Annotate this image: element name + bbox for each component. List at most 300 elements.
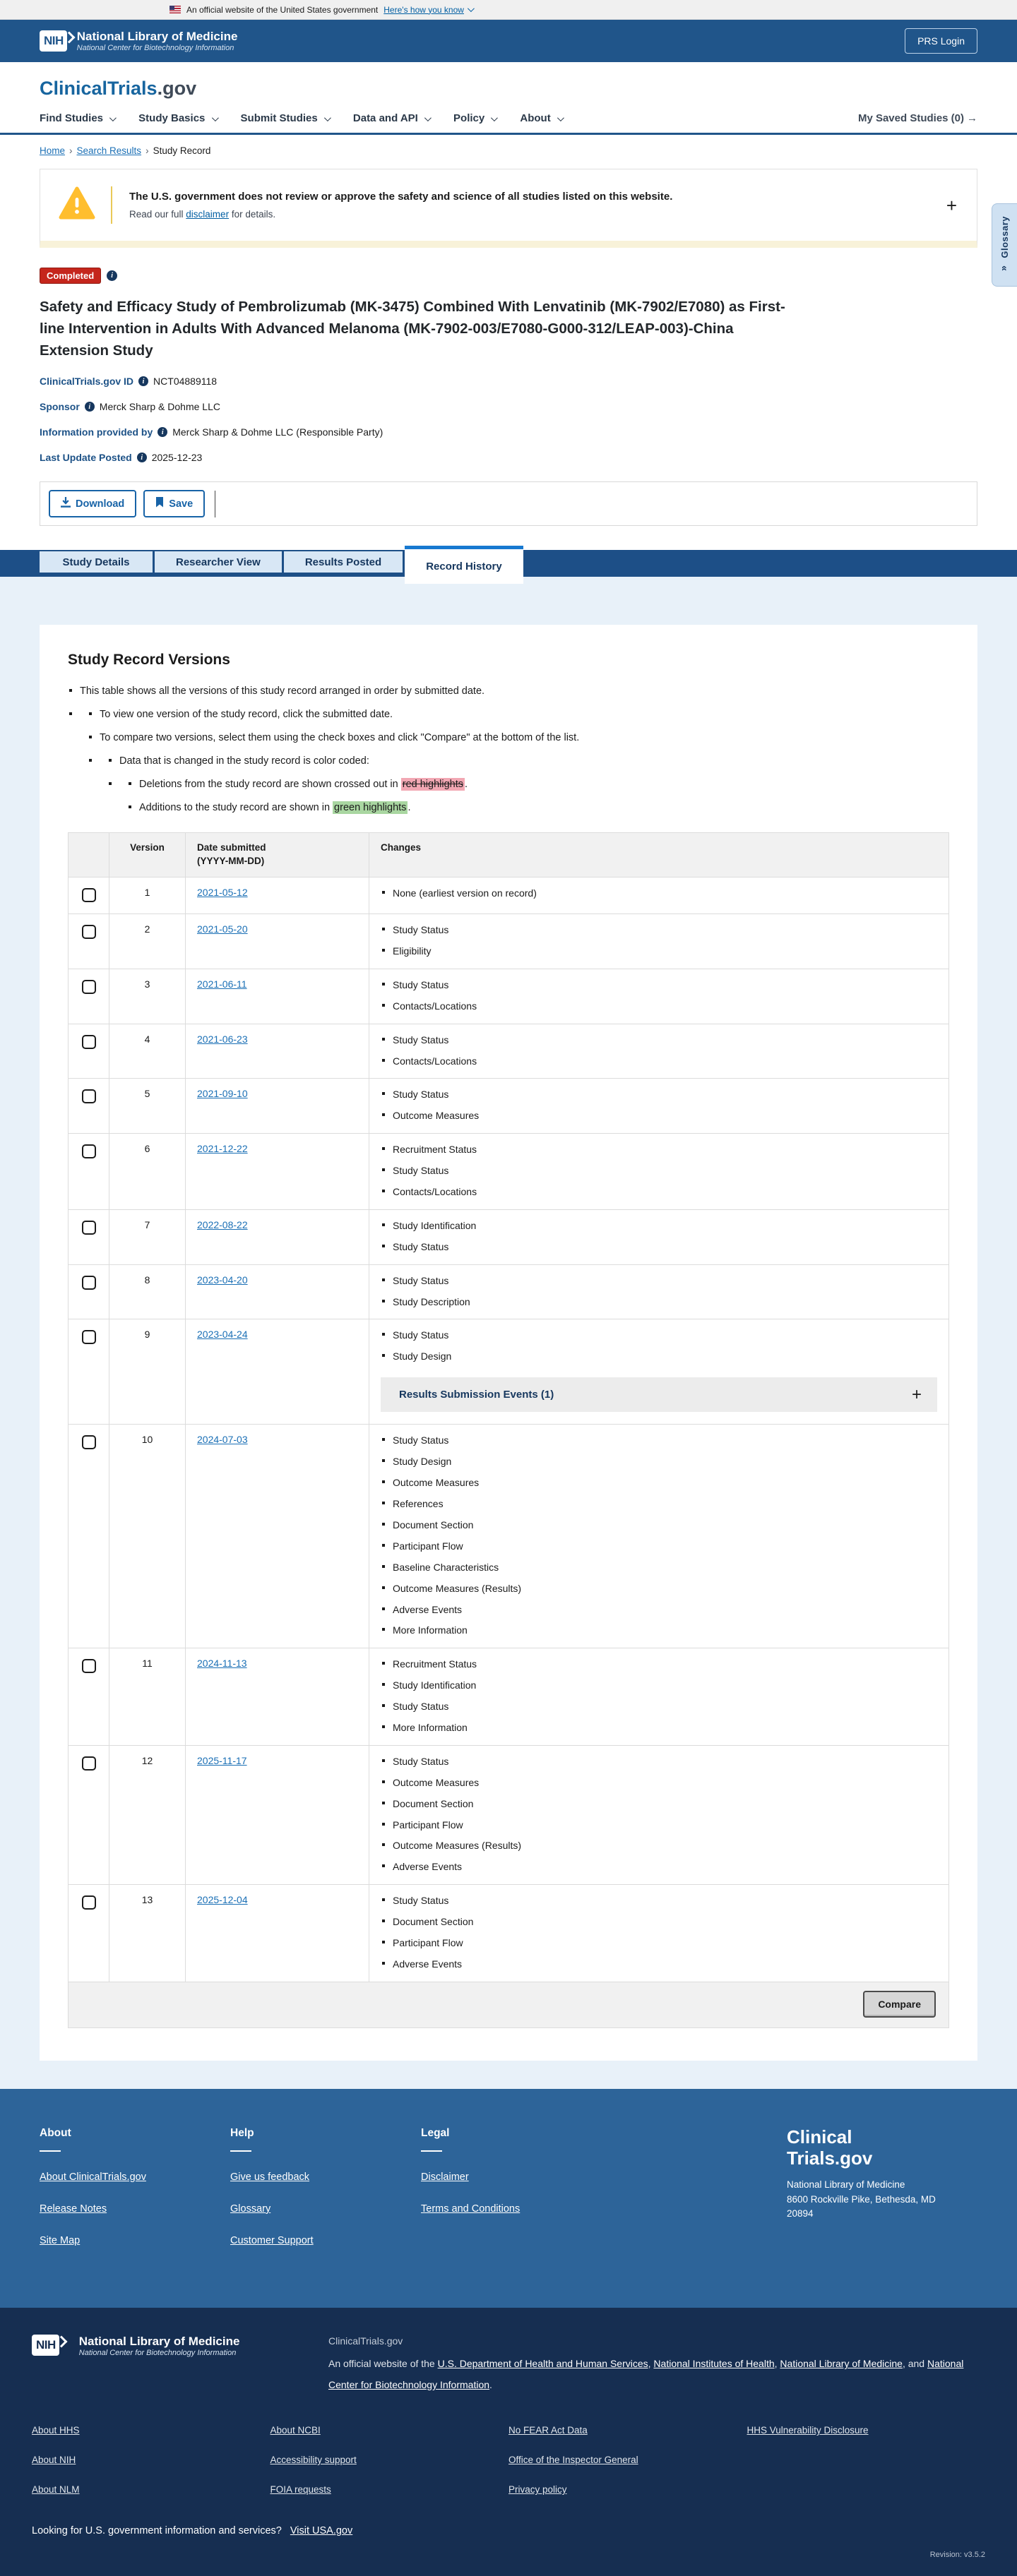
- checkbox-cell: [69, 1024, 109, 1079]
- address-line: 8600 Rockville Pike, Bethesda, MD: [787, 2193, 936, 2205]
- versions-intro: [68, 684, 949, 815]
- version-cell: 9: [109, 1319, 186, 1425]
- footer-official-text: [328, 2335, 985, 2395]
- official-link-3[interactable]: National Center for Biotechnology Information: [328, 2358, 964, 2390]
- change-item: Study Status: [381, 1700, 937, 1713]
- versions-table: [68, 832, 949, 2027]
- official-link-2[interactable]: National Library of Medicine: [780, 2358, 903, 2370]
- version-cell: 12: [109, 1745, 186, 1884]
- change-item: Study Status: [381, 1240, 937, 1254]
- information-provided-row: [40, 426, 977, 438]
- footer-column-legal: [421, 2127, 661, 2267]
- change-item: Participant Flow: [381, 1936, 937, 1950]
- expand-plus-icon[interactable]: +: [946, 194, 957, 216]
- study-header: [0, 248, 1017, 463]
- change-item: Adverse Events: [381, 1860, 937, 1874]
- footer-link-about-ncbi[interactable]: About NCBI: [270, 2425, 321, 2436]
- logo-main: ClinicalTrials: [40, 78, 157, 99]
- footer-logo-block: [787, 2127, 977, 2267]
- government-disclaimer-banner: [40, 169, 977, 248]
- nav-list: [40, 112, 586, 124]
- date-header-line2: (YYYY-MM-DD): [197, 856, 265, 867]
- version-column-header: Version: [109, 833, 186, 877]
- version-checkbox[interactable]: [82, 1435, 96, 1449]
- arrow-right-icon: →: [967, 112, 977, 124]
- disclaimer-link[interactable]: disclaimer: [186, 209, 230, 220]
- nct-id-row: [40, 376, 977, 387]
- changes-cell: [369, 1885, 949, 1982]
- changes-list: [381, 1143, 937, 1199]
- version-cell: 5: [109, 1079, 186, 1134]
- version-cell: 4: [109, 1024, 186, 1079]
- change-item: More Information: [381, 1721, 937, 1735]
- footer-link-about-nlm[interactable]: About NLM: [32, 2484, 80, 2496]
- change-item: Adverse Events: [381, 1958, 937, 1971]
- heading-underline: [421, 2150, 442, 2152]
- changes-list: [381, 978, 937, 1013]
- chevron-down-icon: [491, 114, 498, 121]
- footer-column-heading: Legal: [421, 2126, 450, 2139]
- breadcrumb: [0, 135, 1017, 164]
- version-checkbox[interactable]: [82, 1035, 96, 1049]
- version-checkbox[interactable]: [82, 925, 96, 939]
- date-submitted-link[interactable]: 2024-11-13: [197, 1658, 247, 1670]
- footer-link-accessibility-support[interactable]: Accessibility support: [270, 2455, 357, 2466]
- table-header-row: [69, 833, 949, 877]
- breadcrumb-search-results-link[interactable]: Search Results: [76, 145, 142, 156]
- date-header-line1: Date submitted: [197, 842, 266, 853]
- chevron-down-icon: [324, 114, 331, 121]
- version-checkbox[interactable]: [82, 888, 96, 902]
- save-button[interactable]: [143, 490, 205, 517]
- version-checkbox[interactable]: [82, 1221, 96, 1235]
- intro-nest: [107, 777, 949, 815]
- date-submitted-link[interactable]: 2025-12-04: [197, 1894, 248, 1906]
- version-cell: 6: [109, 1134, 186, 1210]
- sponsor-label: Sponsor: [40, 401, 80, 413]
- change-item: Study Status: [381, 1274, 937, 1288]
- change-item: References: [381, 1497, 937, 1511]
- changes-cell: [369, 969, 949, 1024]
- checkbox-cell: [69, 1134, 109, 1210]
- checkbox-cell: [69, 1079, 109, 1134]
- heres-how-you-know-link[interactable]: Here's how you know: [383, 4, 464, 15]
- version-cell: 11: [109, 1648, 186, 1746]
- change-item: Outcome Measures: [381, 1109, 937, 1122]
- intro-bullet: To view one version of the study record, click the submitted date.: [88, 707, 949, 722]
- official-sep: ,: [648, 2358, 654, 2370]
- download-label: Download: [76, 498, 125, 510]
- results-submission-events-label: Results Submission Events (1): [399, 1389, 554, 1401]
- save-label: Save: [169, 498, 194, 510]
- change-item: More Information: [381, 1624, 937, 1637]
- date-submitted-link[interactable]: 2021-05-12: [197, 887, 248, 899]
- footer-site-name: ClinicalTrials.gov: [328, 2335, 403, 2347]
- intro-bullet: Data that is changed in the study record is color coded:: [107, 754, 949, 769]
- footer-link-terms-and-conditions[interactable]: Terms and Conditions: [421, 2203, 521, 2215]
- heading-underline: [230, 2150, 251, 2152]
- last-update-row: [40, 452, 977, 463]
- date-submitted-link[interactable]: 2021-06-23: [197, 1033, 248, 1045]
- nlm-footer: [0, 2308, 1017, 2576]
- sponsor-value: Merck Sharp & Dohme LLC: [99, 401, 220, 413]
- nih-logo-icon: NIH: [40, 30, 67, 52]
- footer-link-hhs-vulnerability-disclosure[interactable]: HHS Vulnerability Disclosure: [747, 2425, 869, 2436]
- additions-suffix: .: [408, 802, 411, 814]
- date-cell: [186, 1024, 369, 1079]
- warning-title: The U.S. government does not review or approve the safety and science of all studies listed on this website.: [129, 191, 673, 203]
- change-item: Participant Flow: [381, 1819, 937, 1832]
- checkbox-cell: [69, 877, 109, 914]
- breadcrumb-current: Study Record: [153, 145, 211, 156]
- change-item: Document Section: [381, 1915, 937, 1929]
- download-icon: [61, 497, 71, 510]
- changes-list: [381, 1894, 937, 1971]
- footer-nlm-title: National Library of Medicine: [78, 2334, 240, 2348]
- info-icon[interactable]: i: [157, 427, 167, 437]
- footer-link-give-us-feedback[interactable]: Give us feedback: [230, 2171, 310, 2183]
- change-item: Study Status: [381, 1434, 937, 1447]
- date-submitted-link[interactable]: 2023-04-20: [197, 1274, 248, 1286]
- table-row-version-2: [69, 914, 949, 969]
- changes-list: [381, 1434, 937, 1637]
- warning-read-suffix: for details.: [229, 209, 276, 220]
- prs-login-button[interactable]: PRS Login: [905, 28, 977, 54]
- change-item: Study Identification: [381, 1679, 937, 1692]
- change-item: Recruitment Status: [381, 1658, 937, 1671]
- revision-label: Revision: v3.5.2: [929, 2551, 985, 2560]
- divider: [111, 186, 112, 224]
- green-highlight-sample: green highlights: [334, 802, 407, 814]
- change-item: Contacts/Locations: [381, 1185, 937, 1199]
- change-item: Study Status: [381, 1164, 937, 1178]
- nlm-header: [0, 20, 1017, 62]
- red-highlight-sample: red highlights: [402, 779, 463, 791]
- date-cell: [186, 1648, 369, 1746]
- version-checkbox[interactable]: [82, 1089, 96, 1103]
- changes-column-header: Changes: [369, 833, 949, 877]
- footer-grid-column: [747, 2425, 986, 2514]
- changes-list: [381, 1219, 937, 1254]
- footer-column-about: [40, 2127, 230, 2267]
- change-item: Contacts/Locations: [381, 1055, 937, 1068]
- usa-gov-row: [32, 2525, 985, 2536]
- official-and: and: [908, 2358, 927, 2370]
- changes-cell: [369, 1425, 949, 1648]
- changes-cell: [369, 1079, 949, 1134]
- checkbox-cell: [69, 969, 109, 1024]
- checkbox-cell: [69, 1745, 109, 1884]
- version-cell: 1: [109, 877, 186, 914]
- changes-cell: [369, 1319, 949, 1425]
- warning-read-prefix: Read our full: [129, 209, 186, 220]
- changes-cell: [369, 877, 949, 914]
- changes-list: [381, 1274, 937, 1309]
- nav-item-data-and-api[interactable]: Data and API: [353, 112, 429, 124]
- footer-link-about-nih[interactable]: About NIH: [32, 2455, 76, 2466]
- checkbox-column-header: [69, 833, 109, 877]
- chevron-down-icon: [109, 114, 117, 121]
- table-row-version-11: [69, 1648, 949, 1746]
- footer-grid-column: [32, 2425, 270, 2514]
- breadcrumb-separator: ›: [69, 145, 73, 156]
- clinicaltrials-logo[interactable]: [40, 78, 977, 100]
- change-item: Study Status: [381, 923, 937, 937]
- version-checkbox[interactable]: [82, 1330, 96, 1344]
- date-submitted-link[interactable]: 2022-08-22: [197, 1218, 248, 1230]
- change-item: Study Design: [381, 1455, 937, 1468]
- date-cell: [186, 1079, 369, 1134]
- date-submitted-link[interactable]: 2021-09-10: [197, 1088, 248, 1100]
- nav-item-policy[interactable]: Policy: [453, 112, 496, 124]
- bookmark-icon: [155, 497, 164, 510]
- date-submitted-link[interactable]: 2021-05-20: [197, 923, 248, 935]
- deletions-suffix: .: [464, 779, 468, 791]
- glossary-side-tab[interactable]: [992, 203, 1017, 287]
- study-title: Safety and Efficacy Study of Pembrolizumab (MK-3475) Combined With Lenvatinib (MK-7902/E7080) as First-line Intervention in Adults With Advanced Melanoma (MK-7902-003/E7080-G000-312/LEAP-003)-China Extension Study: [40, 299, 785, 359]
- version-checkbox[interactable]: [82, 1276, 96, 1290]
- date-submitted-link[interactable]: 2025-11-17: [197, 1754, 247, 1766]
- footer-column-heading: Help: [230, 2126, 254, 2139]
- changes-cell: [369, 914, 949, 969]
- expand-plus-icon: +: [911, 1385, 922, 1405]
- changes-list: [381, 1658, 937, 1735]
- footer-link-about-hhs[interactable]: About HHS: [32, 2425, 80, 2436]
- nav-item-about[interactable]: About: [520, 112, 561, 124]
- last-update-label: Last Update Posted: [40, 452, 132, 464]
- footer-link-no-fear-act-data[interactable]: No FEAR Act Data: [509, 2425, 588, 2436]
- version-cell: 13: [109, 1885, 186, 1982]
- information-provided-value: Merck Sharp & Dohme LLC (Responsible Party): [172, 426, 383, 438]
- version-checkbox[interactable]: [82, 980, 96, 994]
- changes-cell: [369, 1648, 949, 1746]
- date-cell: [186, 969, 369, 1024]
- footer-link-customer-support[interactable]: Customer Support: [230, 2234, 314, 2246]
- usa-gov-text: Looking for U.S. government information and services?: [32, 2525, 282, 2537]
- logo-suffix: .gov: [157, 78, 197, 99]
- information-provided-label: Information provided by: [40, 426, 153, 438]
- official-prefix: An official website of the: [328, 2358, 438, 2370]
- change-item: Eligibility: [381, 945, 937, 958]
- table-row-version-8: [69, 1264, 949, 1319]
- official-website-text: An official website of the United States government: [186, 4, 379, 15]
- footer-clinicaltrials-logo: [787, 2127, 977, 2169]
- tab-results-posted[interactable]: Results Posted: [284, 551, 403, 573]
- additions-prefix: Additions to the study record are shown in: [139, 802, 333, 814]
- checkbox-cell: [69, 1319, 109, 1425]
- version-cell: 10: [109, 1425, 186, 1648]
- nih-logo-icon: NIH: [32, 2335, 59, 2356]
- table-row-version-1: [69, 877, 949, 914]
- warning-triangle-icon: [59, 186, 95, 224]
- changes-list: [381, 1755, 937, 1874]
- sponsor-row: [40, 401, 977, 412]
- checkbox-cell: [69, 1648, 109, 1746]
- nct-id-value: NCT04889118: [153, 376, 218, 388]
- footer-column-heading: About: [40, 2126, 71, 2139]
- nct-id-label: ClinicalTrials.gov ID: [40, 376, 134, 388]
- main-nav: [40, 112, 977, 133]
- tab-record-history[interactable]: Record History: [405, 546, 523, 584]
- change-item: Study Description: [381, 1295, 937, 1309]
- results-submission-events-accordion[interactable]: [381, 1377, 937, 1412]
- date-cell: [186, 1319, 369, 1425]
- address-line: 20894: [787, 2208, 814, 2219]
- site-footer: [0, 2089, 1017, 2308]
- address-line: National Library of Medicine: [787, 2179, 905, 2190]
- checkbox-cell: [69, 1425, 109, 1648]
- change-item: Outcome Measures (Results): [381, 1582, 937, 1595]
- version-cell: 2: [109, 914, 186, 969]
- last-update-value: 2025-12-23: [151, 452, 203, 464]
- footer-link-about-clinicaltrials-gov[interactable]: About ClinicalTrials.gov: [40, 2171, 146, 2183]
- date-column-header: [186, 833, 369, 877]
- compare-button[interactable]: Compare: [863, 1991, 936, 2018]
- checkbox-cell: [69, 1264, 109, 1319]
- footer-link-disclaimer[interactable]: Disclaimer: [421, 2171, 469, 2183]
- footer-grid-column: [509, 2425, 747, 2514]
- footer-link-glossary[interactable]: Glossary: [230, 2203, 271, 2215]
- gov-banner: [0, 0, 1017, 20]
- breadcrumb-separator: ›: [145, 145, 149, 156]
- footer-link-site-map[interactable]: Site Map: [40, 2234, 81, 2246]
- nav-item-submit-studies[interactable]: Submit Studies: [241, 112, 329, 124]
- glossary-label: Glossary: [999, 216, 1010, 258]
- change-item: Document Section: [381, 1797, 937, 1811]
- table-row-version-3: [69, 969, 949, 1024]
- info-icon[interactable]: i: [137, 453, 147, 462]
- date-cell: [186, 1134, 369, 1210]
- footer-link-privacy-policy[interactable]: Privacy policy: [509, 2484, 567, 2496]
- checkbox-cell: [69, 1209, 109, 1264]
- change-item: Baseline Characteristics: [381, 1561, 937, 1574]
- footer-address: [787, 2178, 977, 2222]
- change-item: Document Section: [381, 1518, 937, 1532]
- table-row-version-5: [69, 1079, 949, 1134]
- footer-ncbi-subtitle: National Center for Biotechnology Information: [78, 2349, 237, 2358]
- date-submitted-link[interactable]: 2024-07-03: [197, 1434, 248, 1446]
- official-link-1[interactable]: National Institutes of Health: [653, 2358, 775, 2370]
- change-item: Study Status: [381, 1894, 937, 1907]
- footer-grid-column: [270, 2425, 509, 2514]
- changes-cell: [369, 1024, 949, 1079]
- version-checkbox[interactable]: [82, 1895, 96, 1910]
- changes-cell: [369, 1264, 949, 1319]
- table-row-version-9: [69, 1319, 949, 1425]
- official-sep: ,: [902, 2358, 908, 2370]
- date-cell: [186, 1264, 369, 1319]
- footer-logo-line2: Trials.gov: [787, 2147, 873, 2169]
- collapse-chevrons-icon: «: [999, 265, 1011, 271]
- date-submitted-link[interactable]: 2021-06-11: [197, 978, 247, 990]
- changes-cell: [369, 1134, 949, 1210]
- date-submitted-link[interactable]: 2023-04-24: [197, 1329, 248, 1341]
- version-checkbox[interactable]: [82, 1659, 96, 1673]
- change-item: Study Status: [381, 1755, 937, 1768]
- info-icon[interactable]: i: [107, 270, 117, 281]
- footer-link-office-of-the-inspector-general[interactable]: Office of the Inspector General: [509, 2455, 638, 2466]
- table-row-version-7: [69, 1209, 949, 1264]
- change-item: Recruitment Status: [381, 1143, 937, 1156]
- footer-column-help: [230, 2127, 421, 2267]
- change-item: Study Status: [381, 1329, 937, 1342]
- record-tabs: [0, 550, 1017, 577]
- official-link-0[interactable]: U.S. Department of Health and Human Services: [437, 2358, 648, 2370]
- changes-list: [381, 1034, 937, 1068]
- changes-list: [381, 1329, 937, 1363]
- saved-label: My Saved Studies (0): [857, 112, 964, 124]
- info-icon[interactable]: i: [85, 402, 95, 412]
- nlm-title: National Library of Medicine: [76, 29, 238, 43]
- change-item: Outcome Measures: [381, 1476, 937, 1490]
- date-cell: [186, 1425, 369, 1648]
- tab-study-details[interactable]: Study Details: [40, 551, 153, 573]
- table-footer-row: [69, 1982, 949, 2027]
- breadcrumb-home-link[interactable]: Home: [40, 145, 66, 156]
- warning-body: [129, 209, 672, 220]
- version-cell: 8: [109, 1264, 186, 1319]
- change-item: Participant Flow: [381, 1540, 937, 1553]
- official-website-sentence: [328, 2354, 985, 2395]
- change-item: Study Identification: [381, 1219, 937, 1233]
- change-item: None (earliest version on record): [381, 887, 937, 900]
- nih-logo[interactable]: [40, 30, 237, 52]
- deletions-prefix: Deletions from the study record are shown crossed out in: [139, 779, 401, 791]
- change-item: Outcome Measures (Results): [381, 1839, 937, 1852]
- heading-underline: [40, 2150, 61, 2152]
- version-checkbox[interactable]: [82, 1756, 96, 1771]
- official-sep: ,: [774, 2358, 780, 2370]
- date-cell: [186, 1745, 369, 1884]
- visit-usa-gov-link[interactable]: Visit USA.gov: [290, 2525, 353, 2537]
- change-item: Study Status: [381, 1088, 937, 1101]
- us-flag-icon: [170, 6, 181, 13]
- version-cell: 3: [109, 969, 186, 1024]
- table-row-version-4: [69, 1024, 949, 1079]
- intro-nest: [68, 707, 949, 815]
- chevron-down-icon: [557, 114, 564, 121]
- intro-bullet: To compare two versions, select them using the check boxes and click "Compare" at the bottom of the list.: [88, 731, 949, 745]
- footer-link-release-notes[interactable]: Release Notes: [40, 2203, 107, 2215]
- footer-logo-line1: Clinical: [787, 2126, 852, 2147]
- intro-bullet-additions: [127, 801, 949, 815]
- nav-item-find-studies[interactable]: Find Studies: [40, 112, 114, 124]
- nav-item-study-basics[interactable]: Study Basics: [138, 112, 216, 124]
- date-cell: [186, 877, 369, 914]
- date-cell: [186, 1209, 369, 1264]
- changes-cell: [369, 1209, 949, 1264]
- version-cell: 7: [109, 1209, 186, 1264]
- tab-researcher-view[interactable]: Researcher View: [155, 551, 282, 573]
- ncbi-subtitle: National Center for Biotechnology Information: [76, 44, 234, 53]
- actions-toolbar: [40, 481, 977, 526]
- footer-link-grid: [32, 2425, 985, 2514]
- chevron-down-icon: [424, 114, 432, 121]
- table-row-version-13: [69, 1885, 949, 1982]
- change-item: Adverse Events: [381, 1603, 937, 1617]
- my-saved-studies-link[interactable]: [858, 112, 977, 124]
- info-icon[interactable]: i: [138, 376, 148, 386]
- version-checkbox[interactable]: [82, 1144, 96, 1158]
- footer-nih-logo[interactable]: [32, 2335, 328, 2395]
- study-record-versions-card: [40, 625, 977, 2061]
- changes-list: [381, 923, 937, 958]
- footer-link-foia-requests[interactable]: FOIA requests: [270, 2484, 331, 2496]
- table-row-version-12: [69, 1745, 949, 1884]
- download-button[interactable]: [49, 490, 136, 517]
- intro-bullet: This table shows all the versions of this study record arranged in order by submitted date.: [68, 684, 949, 699]
- date-submitted-link[interactable]: 2021-12-22: [197, 1143, 248, 1155]
